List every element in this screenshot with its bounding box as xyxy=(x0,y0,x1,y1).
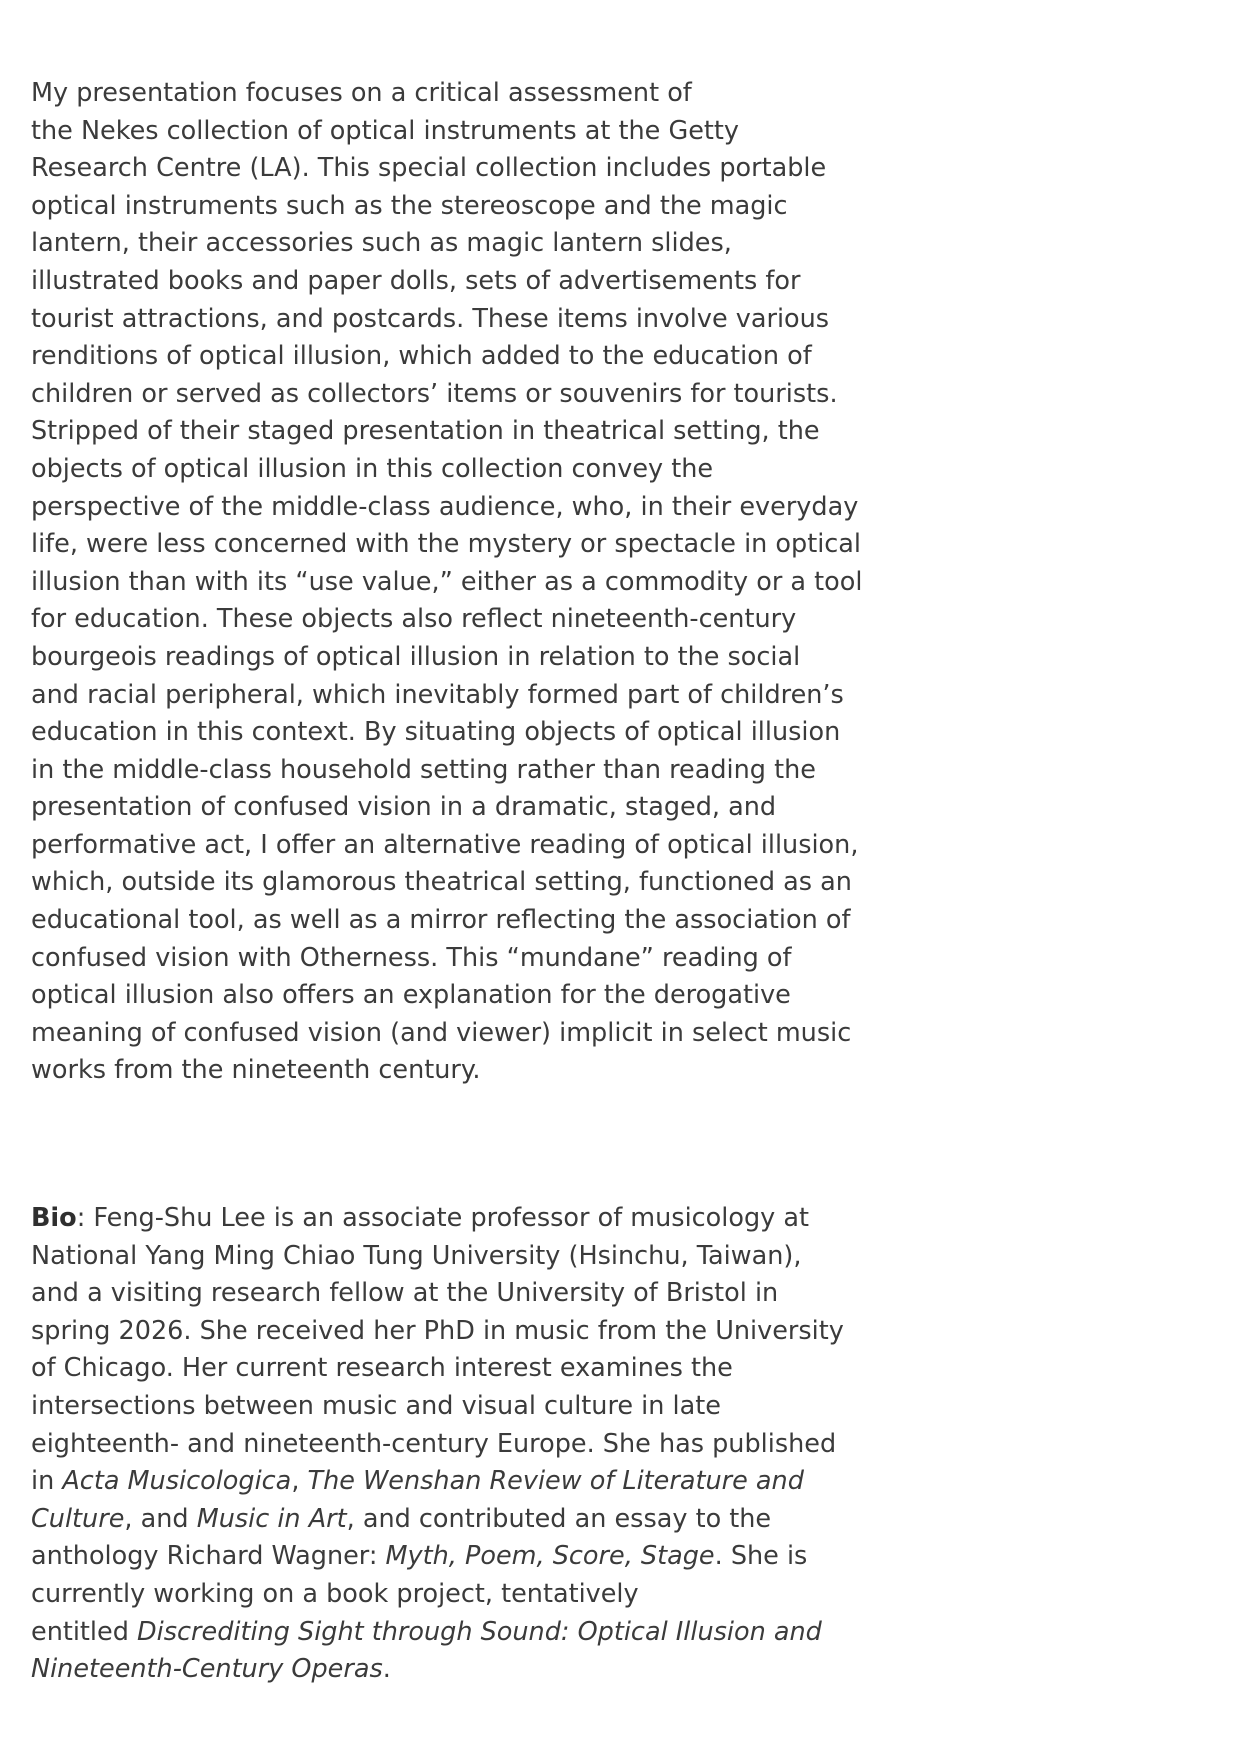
bio-line xyxy=(31,1501,811,1539)
journal-title: Music in Art xyxy=(196,1503,347,1534)
abstract-line: education in this context. By situating objects of optical illusion xyxy=(31,717,841,748)
abstract-line: Research Centre (LA). This special collection includes portable xyxy=(31,153,827,184)
bio-line xyxy=(31,1651,811,1689)
bio-line xyxy=(31,1538,811,1576)
abstract-line: optical instruments such as the stereoscope and the magic xyxy=(31,190,788,221)
abstract-line: confused vision with Otherness. This “mundane” reading of xyxy=(31,942,792,973)
bio-text: in xyxy=(31,1466,63,1497)
abstract-line: perspective of the middle-class audience, who, in their everyday xyxy=(31,491,859,522)
bio-text: entitled xyxy=(31,1616,137,1647)
abstract-line: meaning of confused vision (and viewer) implicit in select music xyxy=(31,1017,852,1048)
abstract-paragraph xyxy=(31,75,863,1090)
book-title: Nineteenth-Century Operas xyxy=(31,1654,383,1685)
abstract-line: illustrated books and paper dolls, sets of advertisements for xyxy=(31,265,801,296)
bio-text: . xyxy=(382,1654,391,1685)
abstract-line: Stripped of their staged presentation in theatrical setting, the xyxy=(31,416,820,447)
abstract-line: performative act, I offer an alternative reading of optical illusion, xyxy=(31,829,859,860)
abstract-line: in the middle-class household setting rather than reading the xyxy=(31,754,816,785)
bio-line xyxy=(31,1614,822,1652)
book-title: Discrediting Sight through Sound: Optical Illusion and xyxy=(137,1616,822,1647)
abstract-line: bourgeois readings of optical illusion in relation to the social xyxy=(31,641,801,672)
bio-line: of Chicago. Her current research interest examines the xyxy=(31,1353,733,1384)
bio-line: eighteenth- and nineteenth-century Europe. She has published xyxy=(31,1428,837,1459)
abstract-line: the Nekes collection of optical instruments at the Getty xyxy=(31,115,739,146)
abstract-line: objects of optical illusion in this collection convey the xyxy=(31,453,714,484)
bio-text: , xyxy=(291,1466,308,1497)
journal-title: Culture xyxy=(31,1503,125,1534)
abstract-line: illusion than with its “use value,” either as a commodity or a tool xyxy=(31,566,863,597)
abstract-line: optical illusion also offers an explanation for the derogative xyxy=(31,980,791,1011)
bio-text: , and contributed an essay to the xyxy=(346,1503,772,1534)
bio-line xyxy=(31,1200,811,1238)
abstract-line: children or served as collectors’ items or souvenirs for tourists. xyxy=(31,378,838,409)
abstract-line: lantern, their accessories such as magic lantern slides, xyxy=(31,228,732,259)
bio-text: : Feng-Shu Lee is an associate professor of musicology at xyxy=(76,1203,809,1233)
bio-text: anthology Richard Wagner: xyxy=(31,1541,386,1572)
abstract-line: for education. These objects also reflect nineteenth-century xyxy=(31,604,797,635)
bio-text: , and xyxy=(124,1503,197,1534)
bio-text: . She is xyxy=(714,1541,808,1572)
abstract-line: and racial peripheral, which inevitably formed part of children’s xyxy=(31,679,844,710)
abstract-line: educational tool, as well as a mirror reflecting the association of xyxy=(31,905,851,936)
abstract-line: renditions of optical illusion, which added to the education of xyxy=(31,341,812,372)
abstract-line: works from the nineteenth century. xyxy=(31,1055,481,1086)
abstract-line: life, were less concerned with the mystery or spectacle in optical xyxy=(31,529,862,560)
bio-line: spring 2026. She received her PhD in music from the University xyxy=(31,1315,844,1346)
abstract-line: which, outside its glamorous theatrical setting, functioned as an xyxy=(31,867,852,898)
bio-line: National Yang Ming Chiao Tung University (Hsinchu, Taiwan), xyxy=(31,1240,802,1271)
bio-line xyxy=(31,1463,811,1501)
abstract-line: tourist attractions, and postcards. These items involve various xyxy=(31,303,830,334)
journal-title: Acta Musicologica xyxy=(62,1466,292,1497)
bio-line: currently working on a book project, tentatively xyxy=(31,1578,639,1609)
bio-label: Bio xyxy=(31,1203,77,1233)
bio-line: intersections between music and visual culture in late xyxy=(31,1390,721,1421)
journal-title: The Wenshan Review of Literature and xyxy=(307,1466,804,1497)
bio-line: and a visiting research fellow at the University of Bristol in xyxy=(31,1278,779,1309)
anthology-title: Myth, Poem, Score, Stage xyxy=(385,1541,715,1572)
bio-paragraph xyxy=(31,1200,844,1689)
abstract-line: My presentation focuses on a critical assessment of xyxy=(31,78,692,108)
abstract-line: presentation of confused vision in a dramatic, staged, and xyxy=(31,792,777,823)
